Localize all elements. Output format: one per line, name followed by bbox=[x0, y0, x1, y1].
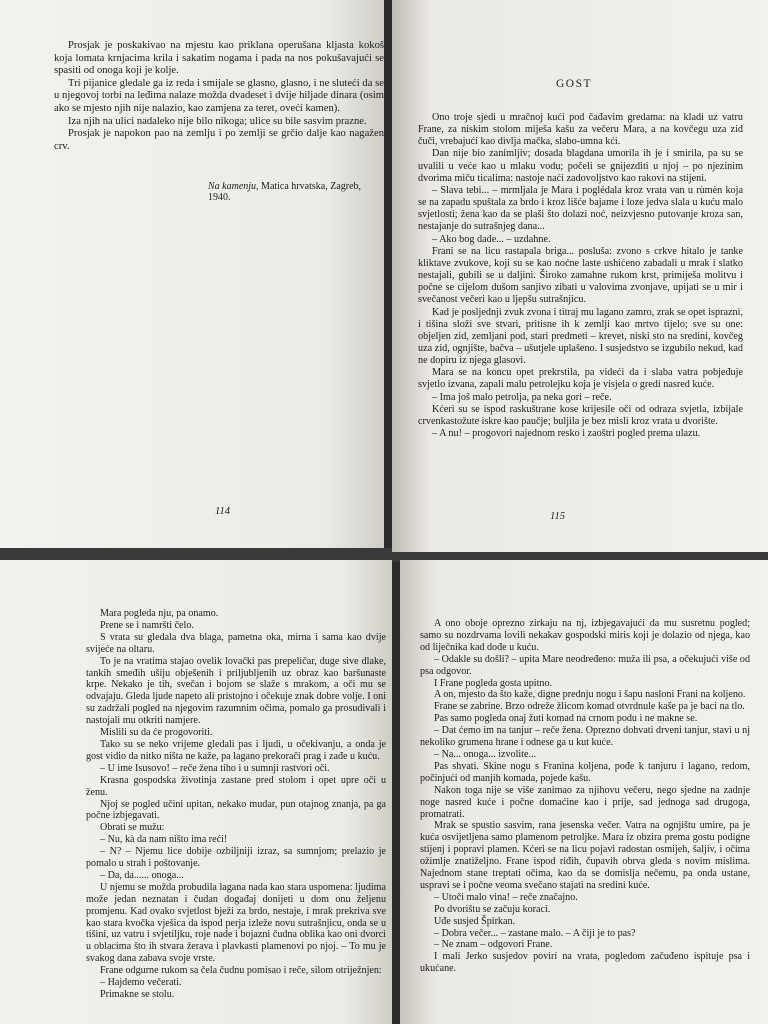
paragraph: – Dat ćemo im na tanjur – reče žena. Oprezno dohvati drveni tanjur, stavi u nj nekoliko grumena hrane i odnese ga u kut kuće. bbox=[420, 725, 750, 749]
paragraph: Nakon toga nije se više zanimao za njihovu večeru, nego sjedne na zadnje noge nasred kuće i počne domaćine kao i prije, sad jednoga sad drugoga, promatrati. bbox=[420, 784, 750, 820]
paragraph: – Ima još malo petrolja, pa neka gori – reče. bbox=[432, 391, 612, 403]
paragraph: Prosjak je poskakivao na mjestu kao priklana operušana kljasta kokoš koja lomata krnjacima krila i sakatim nogama i pada na nos pokušavajući se spasiti od onoga koji je kolje. bbox=[54, 40, 384, 77]
paragraph: U njemu se možda probudila lagana nada kao stara uspomena: ljudima može jedan neznatan i čudan događaj donijeti u dom onu željenu promjenu. Kad ovako svjetlost bježi za brdo, nestaje, i mrak prekriva sve kao stara kvočka vješica da ispod perja izleže novu sutrašnjicu, onda se u tišini, uz vatru i svjetiljku, roje nade i bojazni čudna oblika kao oni dvorci u oblacima što ih stvara žerava i plavkasti plamenovi po njoj. – To mu je svakog dana zabava svoje vrste. bbox=[86, 881, 386, 965]
paragraph: – Ako bog dade... – uzdahne. bbox=[432, 233, 551, 245]
paragraph: Prosjak je napokon pao na zemlju i po zemlji se grčio dalje kao nagažen crv. bbox=[54, 128, 384, 152]
paragraph: A ono oboje oprezno zirkaju na nj, izbjegavajući da mu susretnu pogled; samo su nozdrvama lovili nekakav gospodski miris koji je dolazio od njega, kao od liječnika kad dođe u kuću. bbox=[420, 618, 750, 653]
paragraph: A on, mjesto da što kaže, digne prednju nogu i šapu nasloni Frani na koljeno. bbox=[434, 689, 746, 701]
paragraph: Prene se i namršti čelo. bbox=[100, 619, 194, 631]
chapter-title: GOST bbox=[556, 78, 593, 90]
source-citation bbox=[208, 181, 384, 203]
paragraph: – U ime Isusovo! – reče žena tiho i u sumnji rastvori oči. bbox=[100, 762, 330, 774]
paragraph: – N? – Njemu lice dobije ozbiljniji izraz, sa sumnjom; prelazio je pomalo u strah i poštovanje. bbox=[86, 846, 386, 870]
page-bottom-right bbox=[400, 560, 768, 1024]
page-bottom-left bbox=[0, 560, 392, 1024]
paragraph: Uđe susjed Špirkan. bbox=[434, 915, 516, 927]
page-114-text bbox=[54, 40, 384, 153]
paragraph: Po dvorištu se začuju koraci. bbox=[434, 903, 551, 915]
paragraph: – Ne znam – odgovori Frane. bbox=[434, 939, 553, 951]
source-details: Matica hrvatska, Zagreb, 1940. bbox=[208, 181, 362, 203]
source-title: Na kamenju, bbox=[208, 181, 259, 192]
paragraph: Dan nije bio zanimljiv; dosada blagdana umorila ih je i smirila, pa su se uvalili u veće kao u mlaku vodu; počeli se gnijezditi u njoj – po njezinim dvorima miču ticalima: nastoje naći zadovoljstvo kao rakovi na stijeni. bbox=[418, 148, 743, 184]
paragraph: Pas samo pogleda onaj žuti komad na crnom podu i ne makne se. bbox=[434, 713, 698, 725]
paragraph: – Nu, kà da nam ništo ima reći! bbox=[100, 834, 228, 846]
paragraph: Frane se zabrine. Brzo odreže žlicom komad otvrdnule kaše pa je baci na tlo. bbox=[434, 701, 745, 713]
paragraph: Mara pogleda nju, pa onamo. bbox=[100, 608, 219, 619]
paragraph: – Hajdemo večerati. bbox=[100, 977, 182, 989]
page-number: 114 bbox=[215, 506, 230, 517]
page-114 bbox=[0, 0, 384, 548]
paragraph: Tri pijanice gledale ga iz reda i smijale se glasno, glasno, i ne sluteći da se u njegovoj torbi na leđima nalaze možda dvadeset i dvije hiljade dinara (osim ako se mjesto njih nije nalazio, kao zamjena za teret, ovećí kamen). bbox=[54, 77, 384, 114]
paragraph: Njoj se pogled učini upitan, nekako mudar, pun otajnog znanja, pa ga počne izbjegavati. bbox=[86, 798, 386, 822]
paragraph: – A nu! – progovori najednom resko i zaoštri pogled prema ulazu. bbox=[432, 428, 701, 440]
page-bottom-left-text bbox=[86, 608, 386, 1001]
paragraph: Frani se na licu rastapala briga... posluša: zvono s crkve hitalo je tanke kliktave zvukove, koji su se kao noćne laste ushićeno zabadali u mrak i slatko nestajali, gubili se u daljini. Široko zamahne rukom krst, primiješa molitvu i počne se cijelom dušom sanjivo zibati u valovima zvonjave, upijati se u mir i svečanost večeri kao u ljepšu sutrašnjicu. bbox=[418, 245, 743, 306]
paragraph: Mara se na koncu opet prekrstila, pa videći da i slaba vatra pobjeđuje svjetlo izvana, zapali malu petrolejku koja je visjela o gredi nasred kuće. bbox=[418, 367, 743, 391]
paragraph: Kćeri su se ispod raskuštrane kose krijesile oči od odraza svjetla, izbijale crvenkastožute iskre kao paučje; buljila je bez misli kroz vrata u dvorište. bbox=[418, 403, 743, 427]
paragraph: – Na... onoga... izvolite... bbox=[434, 748, 537, 760]
paragraph: S vrata su gledala dva blaga, pametna oka, mirna i sama kao dvije svijeće na oltaru. bbox=[86, 631, 386, 655]
page-number: 115 bbox=[550, 511, 565, 522]
paragraph: Obrati se mužu: bbox=[100, 822, 165, 834]
paragraph: – Odakle su došli? – upita Mare neodređeno: muža ili psa, a očekujući više od psa odgovor. bbox=[420, 653, 750, 677]
paragraph: – Da, da...... onoga... bbox=[100, 869, 184, 881]
paragraph: I mali Jerko susjedov povirí na vrata, pogledom začuđeno ispituje psa i ukućane. bbox=[420, 951, 750, 975]
page-bottom-right-text bbox=[420, 618, 750, 975]
page-115 bbox=[392, 0, 768, 552]
page-115-text bbox=[418, 112, 743, 440]
paragraph: Kad je posljednji zvuk zvona i titraj mu lagano zamro, zrak se opet isprazni, i tišina složi sve stvari, pritisne ih k zemlji kao mrtvo tijelo; sve su one: objeljen zid, zemljani pod, stari predmeti – krevet, niski sto na sredini, kovčeg uza zid, ognjište, bačva – ušutjele uplašeno. I susjedstvo se izgubilo nekud, kad ne dopiru iz njega glasovi. bbox=[418, 306, 743, 367]
paragraph: Tako su se neko vrijeme gledali pas i ljudi, u očekivanju, a onda je gost vidio da nitko ništa ne kaže, pa lagano prekorači prag i zađe u kuću. bbox=[86, 738, 386, 762]
paragraph: Pas shvati. Skine nogu s Franina koljena, pođe k tanjuru i lagano, redom, počinjući od manjih komada, pojede kašu. bbox=[420, 760, 750, 784]
paragraph: To je na vratima stajao ovelik lovački pas prepeličar, duge sive dlake, tankih smeđih ušiju obješenih i priljubljenih uz obraz kao baršunaste krpe. Nekako je tih, svečan i bojom se slaže s mrakom, a oči mu se odvajaju. Gleda ljude napeto ali pristojno i očekuje znak dobre volje. I oni su zadržali pogled na njegovim razumnim očima, pomalo ga prosudivali i nastojali mu otkriti namjere. bbox=[86, 655, 386, 727]
paragraph: I Frane pogleda gosta upitno. bbox=[434, 677, 553, 689]
paragraph: Krasna gospodska životinja zastane pred stolom i opet upre oči u ženu. bbox=[86, 774, 386, 798]
paragraph: Mrak se spustio sasvim, rana jesenska večer. Vatra na ognjištu umire, pa je kuća osvijetljena samo plamenom petrolјke. Mara iz obzira prema gostu podigne stijenj i popravi plamen. Kćeri se na licu pojavi radostan osmijeh, šaljiv, i očima ožimlje znatiželjno. Frane ispod riđih, čupavih obrva gleda s novim mislima. Najednom stane treptati očima, kao da se domislja nečemu, pa onda ustane, uspravi se i počne veoma svečano stajati na sredini kuće. bbox=[420, 820, 750, 891]
paragraph: – Utoči malo vina! – reče značajno. bbox=[434, 891, 578, 903]
paragraph: Ono troje sjedi u mračnoj kući pod čađavim gredama: na kladi uz vatru Frane, za niskim stolom miješa kašu za večeru Mara, a na kovčegu uza zid čuči, vrebajući kao divlja mačka, slabo-umna kći. bbox=[418, 112, 743, 148]
paragraph: Mislili su da će progovoriti. bbox=[100, 727, 213, 739]
paragraph: Frane odgurne rukom sa čela čudnu pomisao i reče, silom otriježnjen: bbox=[100, 965, 382, 977]
paragraph: Primakne se stolu. bbox=[100, 989, 175, 1000]
paragraph: – Slava tebi... – mrmljala je Mara i poglédala kroz vrata van u rùmèn koja se na zapadu spuštala za brdo i kroz lišće bajame i loze jedva slala u kuću malo svjetlosti; žena kao da se plaši što dolazi noć, neizvjesno putovanje kroza san, nestajanje do sutrašnjeg dana... bbox=[418, 184, 743, 233]
paragraph: – Dobra večer... – zastane malo. – A čiji je to pas? bbox=[434, 927, 636, 939]
paragraph: Iza njih na ulici nadaleko nije bilo nikoga; ulice su bile sasvim prazne. bbox=[68, 115, 367, 127]
